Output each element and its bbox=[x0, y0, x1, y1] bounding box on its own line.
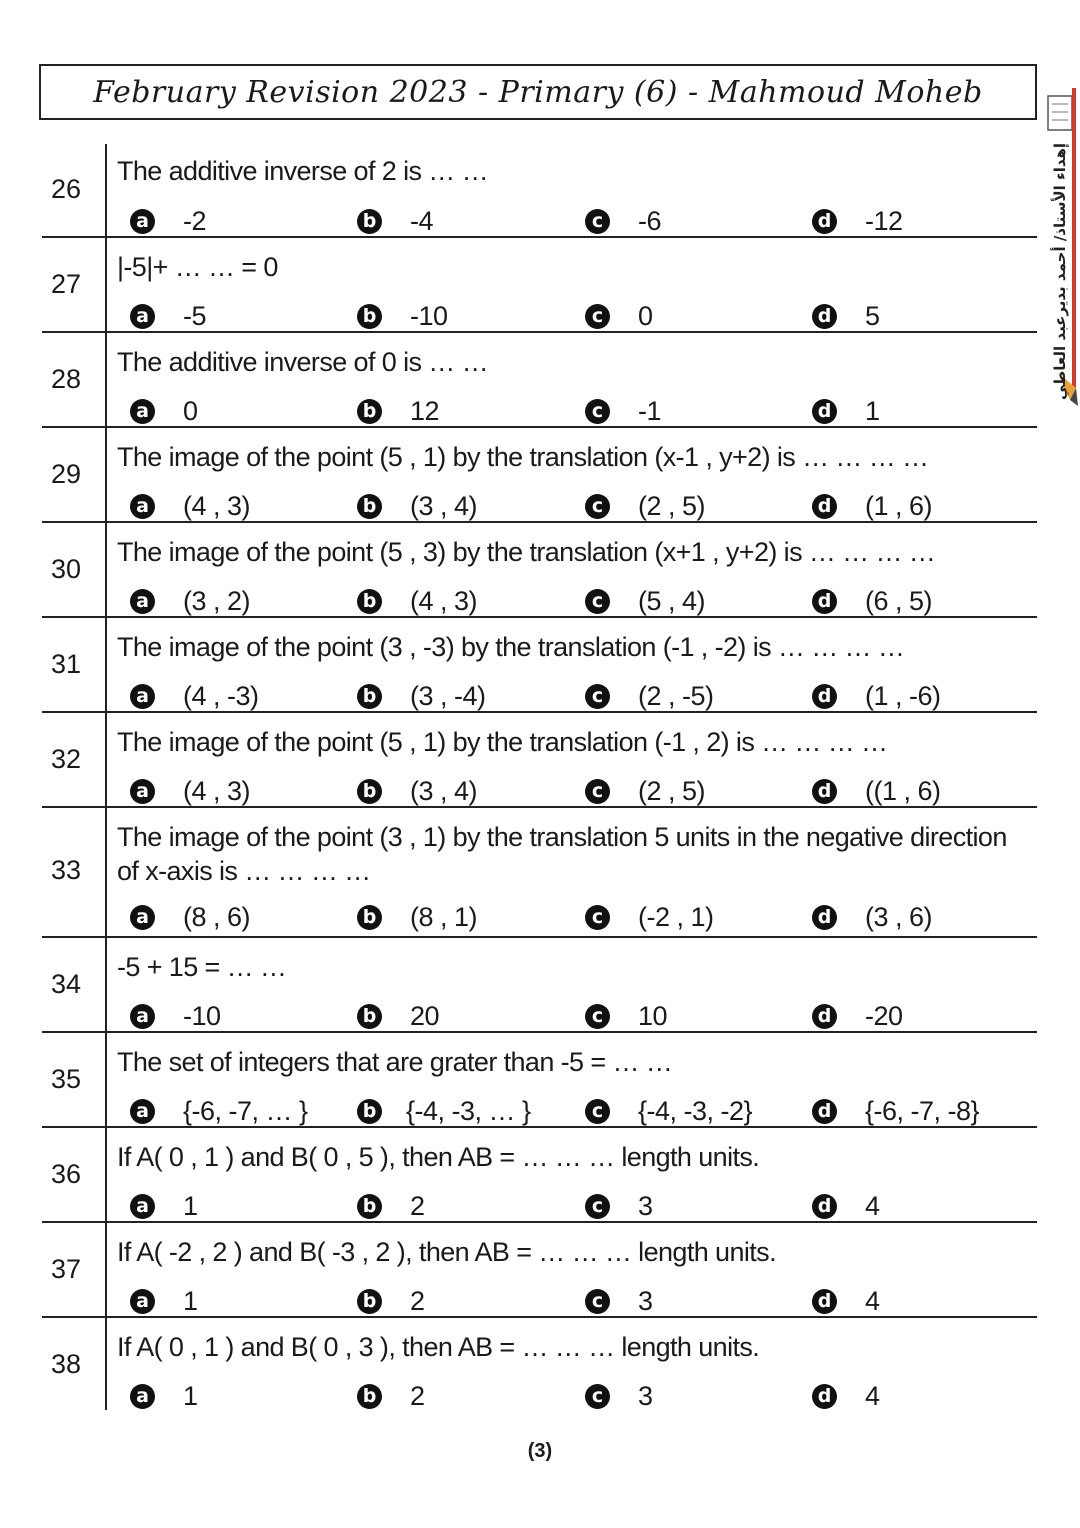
question-text: The image of the point (5 , 3) by the translation (x+1 , y+2) is … … … … bbox=[117, 537, 936, 567]
option-b[interactable] bbox=[357, 1286, 425, 1317]
option-badge: c bbox=[585, 1194, 610, 1219]
option-badge: b bbox=[357, 1099, 382, 1124]
option-value: (2 , 5) bbox=[638, 776, 706, 806]
question-text: The set of integers that are grater than -5 = … … bbox=[117, 1047, 673, 1077]
option-d[interactable] bbox=[812, 206, 903, 237]
option-d[interactable] bbox=[812, 1286, 880, 1317]
option-badge: c bbox=[585, 684, 610, 709]
option-b[interactable] bbox=[357, 1381, 425, 1412]
header-box bbox=[39, 64, 1037, 120]
option-value: 1 bbox=[865, 396, 880, 426]
option-badge: a bbox=[130, 1384, 155, 1409]
option-badge: a bbox=[130, 905, 155, 930]
option-badge: b bbox=[357, 1194, 382, 1219]
option-value: 2 bbox=[410, 1191, 425, 1221]
option-d[interactable] bbox=[812, 491, 932, 522]
option-badge: d bbox=[812, 779, 837, 804]
option-a[interactable] bbox=[130, 1381, 198, 1412]
option-badge: a bbox=[130, 399, 155, 424]
option-badge: c bbox=[585, 209, 610, 234]
option-a[interactable] bbox=[130, 491, 250, 522]
question-number: 31 bbox=[50, 649, 82, 679]
option-badge: a bbox=[130, 1004, 155, 1029]
question-text: -5 + 15 = … … bbox=[117, 952, 287, 982]
option-c[interactable] bbox=[585, 301, 653, 332]
question-row bbox=[42, 1223, 1037, 1318]
option-badge: b bbox=[357, 589, 382, 614]
option-badge: b bbox=[357, 209, 382, 234]
option-value: 0 bbox=[638, 301, 653, 331]
option-badge: c bbox=[585, 399, 610, 424]
option-value: 12 bbox=[410, 396, 440, 426]
option-badge: d bbox=[812, 1194, 837, 1219]
option-c[interactable] bbox=[585, 586, 705, 617]
option-badge: d bbox=[812, 589, 837, 614]
option-c[interactable] bbox=[585, 1191, 653, 1222]
option-value: (5 , 4) bbox=[638, 586, 706, 616]
question-number: 36 bbox=[50, 1159, 82, 1189]
option-c[interactable] bbox=[585, 1001, 667, 1032]
option-a[interactable] bbox=[130, 396, 198, 427]
option-badge: b bbox=[357, 1384, 382, 1409]
option-b[interactable] bbox=[357, 491, 477, 522]
question-text: The additive inverse of 0 is … … bbox=[117, 347, 488, 377]
option-value: -6 bbox=[638, 206, 662, 236]
option-badge: b bbox=[357, 684, 382, 709]
option-value: (3 , 6) bbox=[865, 902, 933, 932]
option-value: 2 bbox=[410, 1381, 425, 1411]
question-row bbox=[42, 144, 1037, 238]
option-d[interactable] bbox=[812, 586, 932, 617]
option-value: (3 , 4) bbox=[410, 491, 478, 521]
option-value: (6 , 5) bbox=[865, 586, 933, 616]
option-c[interactable] bbox=[585, 681, 714, 712]
question-text: The image of the point (3 , 1) by the translation 5 units in the negative direction bbox=[117, 822, 1007, 852]
question-text: The additive inverse of 2 is … … bbox=[117, 156, 488, 186]
option-value: {-4, -3, -2} bbox=[638, 1096, 753, 1126]
question-number: 29 bbox=[50, 459, 82, 489]
page-number: (3) bbox=[527, 1440, 553, 1462]
option-a[interactable] bbox=[130, 776, 250, 807]
option-a[interactable] bbox=[130, 301, 206, 332]
option-badge: c bbox=[585, 1384, 610, 1409]
option-d[interactable] bbox=[812, 1001, 903, 1032]
option-badge: b bbox=[357, 905, 382, 930]
option-b[interactable] bbox=[357, 1001, 439, 1032]
option-value: -1 bbox=[638, 396, 662, 426]
option-value: (8 , 1) bbox=[410, 902, 478, 932]
option-b[interactable] bbox=[357, 776, 477, 807]
option-d[interactable] bbox=[812, 776, 941, 807]
question-text: If A( 0 , 1 ) and B( 0 , 5 ), then AB = … … … length units. bbox=[117, 1142, 760, 1172]
option-value: -10 bbox=[183, 1001, 221, 1031]
option-a[interactable] bbox=[130, 1001, 221, 1032]
question-number: 30 bbox=[50, 554, 82, 584]
option-a[interactable] bbox=[130, 902, 250, 933]
option-value: -5 bbox=[183, 301, 207, 331]
option-badge: d bbox=[812, 209, 837, 234]
question-row bbox=[42, 938, 1037, 1033]
option-a[interactable] bbox=[130, 206, 206, 237]
option-badge: d bbox=[812, 905, 837, 930]
option-value: (1 , -6) bbox=[865, 681, 941, 711]
option-value: (3 , 2) bbox=[183, 586, 251, 616]
option-d[interactable] bbox=[812, 1381, 880, 1412]
option-badge: d bbox=[812, 1099, 837, 1124]
option-badge: c bbox=[585, 494, 610, 519]
question-number: 26 bbox=[50, 174, 82, 204]
option-badge: a bbox=[130, 304, 155, 329]
question-text: The image of the point (5 , 1) by the translation (x-1 , y+2) is … … … … bbox=[117, 442, 929, 472]
option-value: {-6, -7, -8} bbox=[865, 1096, 980, 1126]
option-badge: c bbox=[585, 779, 610, 804]
option-value: (-2 , 1) bbox=[638, 902, 714, 932]
question-text-line2: of x-axis is … … … … bbox=[117, 856, 371, 886]
question-number: 35 bbox=[50, 1064, 82, 1094]
question-row bbox=[42, 713, 1037, 808]
question-number: 33 bbox=[50, 855, 82, 885]
option-value: 10 bbox=[638, 1001, 668, 1031]
question-number: 28 bbox=[50, 364, 82, 394]
option-value: 1 bbox=[183, 1191, 198, 1221]
option-d[interactable] bbox=[812, 902, 932, 933]
option-badge: a bbox=[130, 1289, 155, 1314]
option-value: (3 , 4) bbox=[410, 776, 478, 806]
option-badge: a bbox=[130, 494, 155, 519]
option-b[interactable] bbox=[357, 206, 433, 237]
option-b[interactable] bbox=[357, 301, 448, 332]
question-number: 32 bbox=[50, 744, 82, 774]
option-badge: b bbox=[357, 1289, 382, 1314]
option-value: (4 , -3) bbox=[183, 681, 259, 711]
option-d[interactable] bbox=[812, 681, 941, 712]
option-badge: d bbox=[812, 304, 837, 329]
option-c[interactable] bbox=[585, 776, 705, 807]
question-row bbox=[42, 1033, 1037, 1128]
option-value: (3 , -4) bbox=[410, 681, 486, 711]
option-badge: d bbox=[812, 684, 837, 709]
option-value: (4 , 3) bbox=[183, 776, 251, 806]
question-number: 34 bbox=[50, 969, 82, 999]
option-value: (8 , 6) bbox=[183, 902, 251, 932]
option-badge: a bbox=[130, 684, 155, 709]
option-b[interactable] bbox=[357, 902, 477, 933]
option-value: -2 bbox=[183, 206, 207, 236]
question-row bbox=[42, 1318, 1037, 1410]
question-row bbox=[42, 238, 1037, 333]
option-b[interactable] bbox=[357, 1191, 425, 1222]
question-text: If A( -2 , 2 ) and B( -3 , 2 ), then AB = … … … length units. bbox=[117, 1237, 776, 1267]
option-value: 1 bbox=[183, 1381, 198, 1411]
option-a[interactable] bbox=[130, 681, 259, 712]
option-badge: d bbox=[812, 494, 837, 519]
option-c[interactable] bbox=[585, 902, 714, 933]
option-b[interactable] bbox=[357, 681, 486, 712]
question-row bbox=[42, 333, 1037, 428]
option-value: 2 bbox=[410, 1286, 425, 1316]
option-value: 3 bbox=[638, 1381, 653, 1411]
option-value: 20 bbox=[410, 1001, 440, 1031]
option-badge: c bbox=[585, 1004, 610, 1029]
option-value: -4 bbox=[410, 206, 434, 236]
option-badge: d bbox=[812, 399, 837, 424]
question-row bbox=[42, 808, 1037, 938]
option-value: 4 bbox=[865, 1191, 880, 1221]
option-a[interactable] bbox=[130, 1286, 198, 1317]
option-value: 1 bbox=[183, 1286, 198, 1316]
option-value: (2 , -5) bbox=[638, 681, 714, 711]
option-b[interactable] bbox=[357, 1096, 531, 1127]
question-row bbox=[42, 428, 1037, 523]
option-badge: b bbox=[357, 779, 382, 804]
option-value: (4 , 3) bbox=[183, 491, 251, 521]
option-value: {-4, -3, … } bbox=[406, 1096, 531, 1126]
option-d[interactable] bbox=[812, 396, 880, 427]
option-value: 5 bbox=[865, 301, 880, 331]
option-badge: b bbox=[357, 304, 382, 329]
option-c[interactable] bbox=[585, 1096, 752, 1127]
option-value: {-6, -7, … } bbox=[183, 1096, 308, 1126]
question-number: 37 bbox=[50, 1254, 82, 1284]
option-badge: c bbox=[585, 1099, 610, 1124]
option-value: 4 bbox=[865, 1286, 880, 1316]
option-value: -10 bbox=[410, 301, 448, 331]
option-value: (4 , 3) bbox=[410, 586, 478, 616]
option-value: ((1 , 6) bbox=[865, 776, 941, 806]
option-badge: d bbox=[812, 1289, 837, 1314]
question-row bbox=[42, 1128, 1037, 1223]
side-credit: إهداء الأستاذ/ أحمد بديرعبد العاطي bbox=[1051, 142, 1069, 400]
option-d[interactable] bbox=[812, 1096, 979, 1127]
question-text: |-5|+ … … = 0 bbox=[117, 252, 278, 282]
option-c[interactable] bbox=[585, 491, 705, 522]
option-badge: d bbox=[812, 1384, 837, 1409]
option-badge: a bbox=[130, 1099, 155, 1124]
page-title: February Revision 2023 - Primary (6) - Mahmoud Moheb bbox=[93, 74, 983, 110]
option-badge: b bbox=[357, 1004, 382, 1029]
option-badge: c bbox=[585, 589, 610, 614]
option-badge: d bbox=[812, 1004, 837, 1029]
option-badge: a bbox=[130, 779, 155, 804]
option-badge: a bbox=[130, 589, 155, 614]
option-badge: a bbox=[130, 1194, 155, 1219]
option-badge: c bbox=[585, 1289, 610, 1314]
option-badge: b bbox=[357, 399, 382, 424]
option-b[interactable] bbox=[357, 586, 477, 617]
question-number: 38 bbox=[50, 1349, 82, 1379]
option-value: 4 bbox=[865, 1381, 880, 1411]
option-badge: b bbox=[357, 494, 382, 519]
option-value: (1 , 6) bbox=[865, 491, 933, 521]
option-value: 3 bbox=[638, 1191, 653, 1221]
option-value: (2 , 5) bbox=[638, 491, 706, 521]
option-badge: c bbox=[585, 304, 610, 329]
question-number: 27 bbox=[50, 269, 82, 299]
option-d[interactable] bbox=[812, 301, 880, 332]
question-row bbox=[42, 523, 1037, 618]
option-a[interactable] bbox=[130, 586, 250, 617]
option-a[interactable] bbox=[130, 1096, 308, 1127]
option-value: -12 bbox=[865, 206, 903, 236]
option-c[interactable] bbox=[585, 206, 661, 237]
option-a[interactable] bbox=[130, 1191, 198, 1222]
option-value: 3 bbox=[638, 1286, 653, 1316]
option-badge: a bbox=[130, 209, 155, 234]
option-c[interactable] bbox=[585, 1286, 653, 1317]
question-text: The image of the point (3 , -3) by the translation (-1 , -2) is … … … … bbox=[117, 632, 905, 662]
option-badge: c bbox=[585, 905, 610, 930]
option-c[interactable] bbox=[585, 1381, 653, 1412]
question-row bbox=[42, 618, 1037, 713]
option-b[interactable] bbox=[357, 396, 439, 427]
option-c[interactable] bbox=[585, 396, 661, 427]
option-d[interactable] bbox=[812, 1191, 880, 1222]
option-value: -20 bbox=[865, 1001, 903, 1031]
question-text: The image of the point (5 , 1) by the translation (-1 , 2) is … … … … bbox=[117, 727, 888, 757]
question-text: If A( 0 , 1 ) and B( 0 , 3 ), then AB = … … … length units. bbox=[117, 1332, 760, 1362]
option-value: 0 bbox=[183, 396, 198, 426]
